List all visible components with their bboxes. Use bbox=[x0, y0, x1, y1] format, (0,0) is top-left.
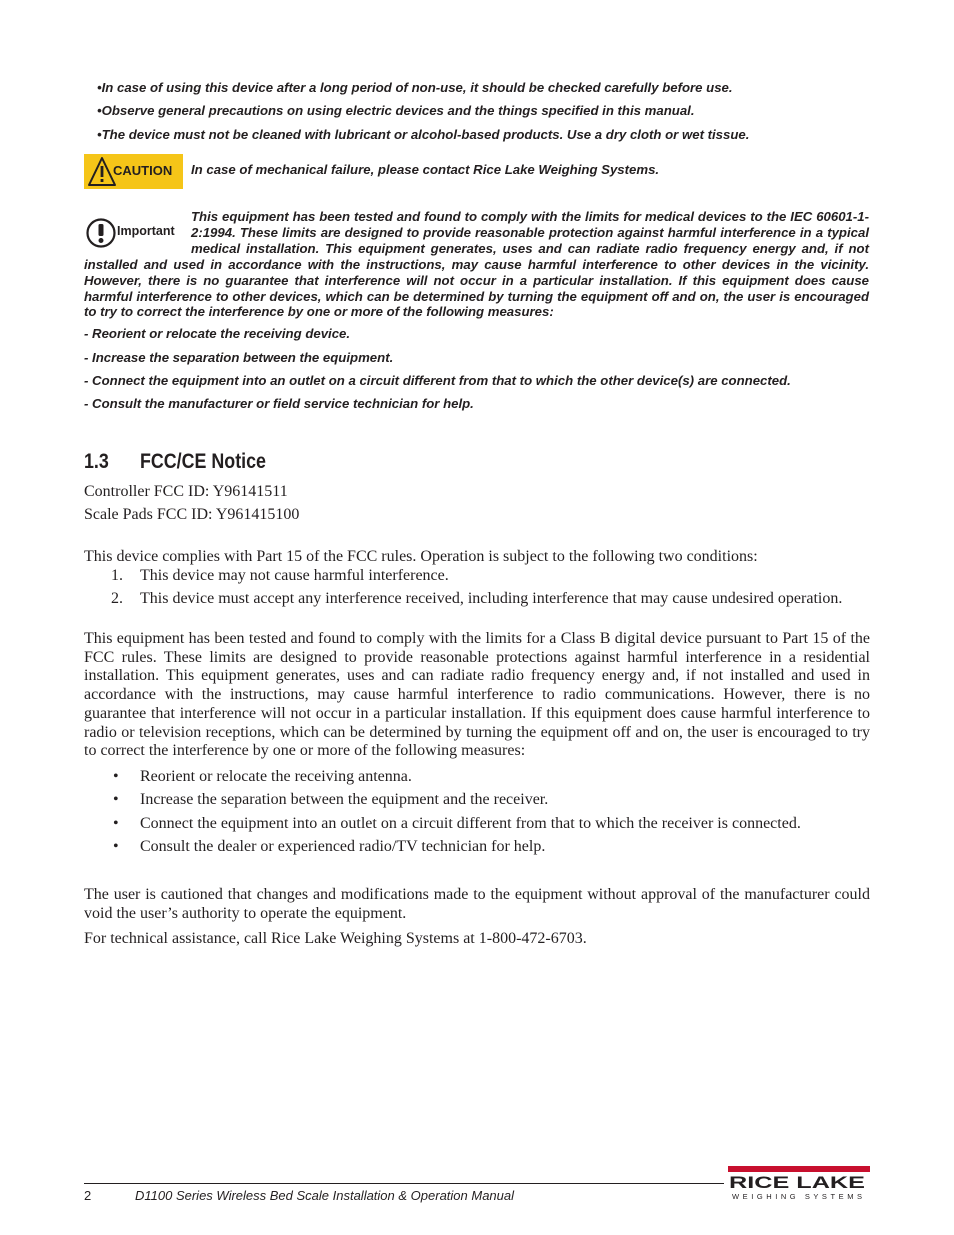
condition-marker: 2. bbox=[111, 590, 123, 607]
important-measure: - Reorient or relocate the receiving device. bbox=[84, 326, 351, 341]
condition-marker: 1. bbox=[111, 567, 123, 584]
fcc-measure: Consult the dealer or experienced radio/TV technician for help. bbox=[140, 838, 546, 855]
footer-rule bbox=[84, 1183, 724, 1184]
important-text bbox=[84, 209, 869, 320]
controller-fcc-id: Controller FCC ID: Y96141511 bbox=[84, 483, 288, 500]
bullet-marker: • bbox=[113, 815, 119, 832]
precaution-item: •Observe general precautions on using electric devices and the things specified in this manual. bbox=[97, 103, 695, 118]
page-number: 2 bbox=[84, 1188, 92, 1203]
bullet-marker: • bbox=[113, 768, 119, 785]
logo-wordmark: RICE LAKE bbox=[729, 1173, 865, 1192]
technical-assistance: For technical assistance, call Rice Lake Weighing Systems at 1-800-472-6703. bbox=[84, 930, 587, 947]
condition-text: This device may not cause harmful interference. bbox=[140, 567, 449, 584]
modification-caution-paragraph: The user is cautioned that changes and modifications made to the equipment without approval of the manufacturer could void the user’s authority to operate the equipment. bbox=[84, 886, 870, 922]
logo-tagline: WEIGHING SYSTEMS bbox=[732, 1192, 862, 1201]
fcc-measure: Reorient or relocate the receiving antenna. bbox=[140, 768, 412, 785]
bullet-marker: • bbox=[113, 791, 119, 808]
important-body: This equipment has been tested and found to comply with the limits for medical devices to the IEC 60601-1-2:1994. These limits are designed to provide reasonable protection against harmful interference in a typical medical installation. This equipment generates, uses and can radiate radio frequency energy and, if not installed and used in accordance with the instructions, may cause harmful interference to other devices in the vicinity. However, there is no guarantee that interference will not occur in a particular installation. If this equipment does cause harmful interference to other devices, which can be determined by turning the equipment off and on, the user is encouraged to try to correct the interference by one or more of the following measures: bbox=[84, 209, 869, 320]
fcc-measure: Increase the separation between the equipment and the receiver. bbox=[140, 791, 549, 808]
bullet-marker: • bbox=[113, 838, 119, 855]
section-number: 1.3 bbox=[84, 450, 109, 473]
icon-spacer bbox=[84, 209, 191, 255]
manual-title: D1100 Series Wireless Bed Scale Installation & Operation Manual bbox=[135, 1188, 515, 1203]
caution-label: CAUTION bbox=[113, 163, 173, 178]
important-label: Important bbox=[117, 224, 175, 238]
fcc-measure: Connect the equipment into an outlet on a circuit different from that to which the receiver is connected. bbox=[140, 815, 801, 832]
condition-text: This device must accept any interference received, including interference that may cause undesired operation. bbox=[140, 590, 843, 607]
precaution-item: •The device must not be cleaned with lubricant or alcohol-based products. Use a dry cloth or wet tissue. bbox=[97, 127, 750, 142]
precaution-item: •In case of using this device after a long period of non-use, it should be checked carefully before use. bbox=[97, 80, 733, 95]
rice-lake-logo bbox=[728, 1166, 870, 1204]
important-measure: - Consult the manufacturer or field service technician for help. bbox=[84, 396, 474, 411]
section-title: FCC/CE Notice bbox=[140, 450, 266, 473]
important-measure: - Increase the separation between the equipment. bbox=[84, 350, 394, 365]
compliance-intro: This device complies with Part 15 of the FCC rules. Operation is subject to the following two conditions: bbox=[84, 548, 758, 565]
caution-text: In case of mechanical failure, please contact Rice Lake Weighing Systems. bbox=[191, 162, 660, 177]
caution-badge bbox=[84, 154, 183, 189]
scale-pads-fcc-id: Scale Pads FCC ID: Y961415100 bbox=[84, 506, 300, 523]
important-measure: - Connect the equipment into an outlet on a circuit different from that to which the other device(s) are connected. bbox=[84, 373, 791, 388]
class-b-paragraph: This equipment has been tested and found to comply with the limits for a Class B digital device pursuant to Part 15 of the FCC rules. These limits are designed to provide reasonable protections against harmful interference in a residential installation. This equipment generates, uses and can radiate radio frequency energy and, if not installed and used in accordance with the instructions, may cause harmful interference to radio communications. However, there is no guarantee that interference will not occur in a particular installation. If this equipment does cause harmful interference to radio or television receptions, which can be determined by turning the equipment off and on, the user is encouraged to try to correct the interference by one or more of the following measures: bbox=[84, 630, 870, 760]
